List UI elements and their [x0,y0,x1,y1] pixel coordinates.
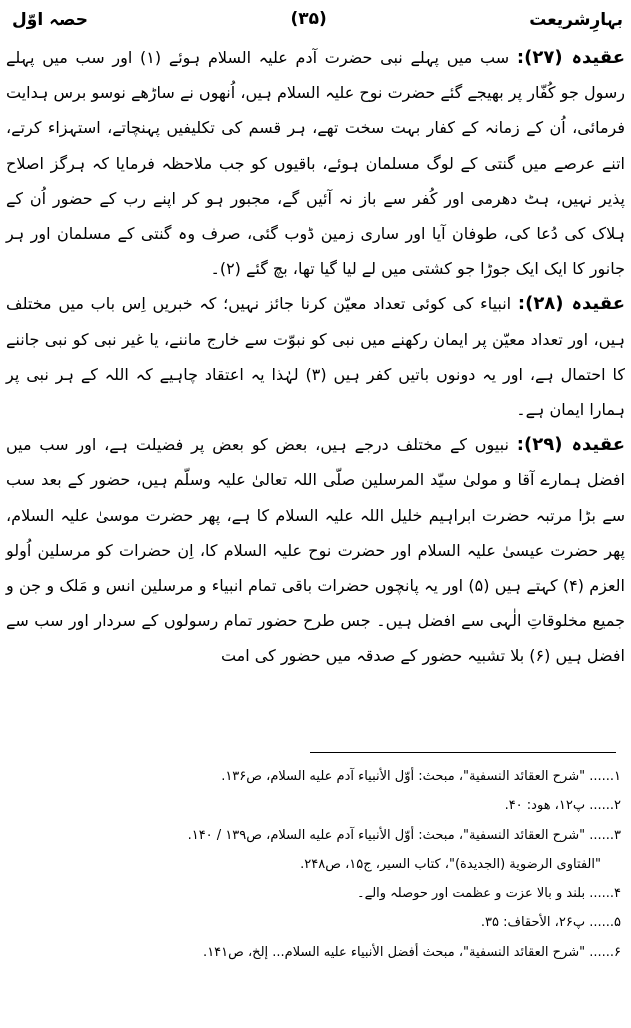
aqeedah-label: عقیدہ (۲۹): [516,434,625,456]
footnote-5: ۵...... پ۲۶، الأحقاف: ۳۵. [480,915,621,931]
footnotes [8,762,621,967]
book-title: بہارِشریعت [529,9,623,30]
paragraph-text: سب میں پہلے نبی حضرت آدم علیہ السلام ہوئے (۱) اور سب میں پہلے رسول جو کُفّار پر بھیجے گئے حضرت نوح علیہ السلام ہیں، اُنھوں نے ساڑھے نوسو برس ہدایت فرمائی، اُن کے زمانہ کے کفار بہت سخت تھے، ہر قسم کی تکلیفیں پہنچاتے، استہزاء کرتے، اتنے عرصے میں گنتی کے لوگ مسلمان ہوئے، باقیوں کو جب ملاحظہ فرمایا کہ ہرگز اصلاح پذیر نہیں، ہٹ دھرمی اور کُفر سے باز نہ آئیں گے، مجبور ہو کر اپنے رب کے حضور اُن کے ہلاک کی دُعا کی، طوفان آیا اور ساری زمین ڈوب گئی، صرف وہ گنتی کے مسلمان اور ہر جانور کا ایک ایک جوڑا جو کشتی میں لے لیا گیا تھا، بچ گئے (۲)۔ [6,48,625,279]
paragraph-aqeedah-28 [6,286,625,427]
page-header [12,4,623,34]
footnote-4: ۴...... بلند و بالا عزت و عظمت اور حوصلہ والے۔ [356,886,621,902]
main-text [6,40,625,674]
footnote-3: ۳...... "شرح العقائد النسفية"، مبحث: أوّل الأنبياء آدم عليه السلام، ص۱۳۹ / ۱۴۰. [187,827,621,843]
paragraph-text: نبیوں کے مختلف درجے ہیں، بعض کو بعض پر فضیلت ہے، اور سب میں افضل ہمارے آقا و مولیٰ سیّد المرسلین صلّی اللہ تعالیٰ علیہ وسلّم ہیں، حضور کے بعد سب سے بڑا مرتبہ حضرت ابراہیم خلیل اللہ علیہ السلام کا ہے، پھر حضرت موسیٰ علیہ السلام، پھر حضرت عیسیٰ علیہ السلام اور حضرت نوح علیہ السلام کا، اِن حضرات کو مرسلین اُولو العزم (۴) کہتے ہیں (۵) اور یہ پانچوں حضرات باقی تمام انبیاء و مرسلین انس و مَلک و جن و جمیع مخلوقاتِ الٰہی سے افضل ہیں۔ جس طرح حضور تمام رسولوں کے سردار اور سب سے افضل ہیں (۶) بلا تشبیہ حضور کے صدقہ میں حضور کی امت [6,435,625,666]
paragraph-aqeedah-27 [6,40,625,286]
footnote-6: ۶...... "شرح العقائد النسفية"، مبحث أفضل الأنبياء عليه السلام... إلخ، ص۱۴۱. [203,944,621,960]
footnote-divider [310,752,616,753]
paragraph-text: انبیاء کی کوئی تعداد معیّن کرنا جائز نہیں؛ کہ خبریں اِس باب میں مختلف ہیں، اور تعداد معیّن پر ایمان رکھنے میں نبی کو نبوّت سے خارج ماننے، یا غیر نبی کو نبی جاننے کا احتمال ہے، اور یہ دونوں باتیں کفر ہیں (۳) لہٰذا یہ اعتقاد چاہیے کہ اللہ کے ہر نبی پر ہمارا ایمان ہے۔ [6,294,626,420]
page-number: (۳۵) [290,9,327,29]
aqeedah-label: عقیدہ (۲۸): [517,293,625,315]
part-label: حصہ اوّل [12,9,89,30]
paragraph-aqeedah-29 [6,427,625,673]
aqeedah-label: عقیدہ (۲۷): [516,47,625,68]
footnote-3-continued: "الفتاوى الرضوية (الجديدة)"، كتاب السير، ج۱۵، ص۲۴۸. [300,856,601,872]
footnote-2: ۲...... پ۱۲، هود: ۴۰. [504,798,621,814]
footnote-1: ۱...... "شرح العقائد النسفية"، مبحث: أوّل الأنبياء آدم عليه السلام، ص۱۳۶. [221,769,621,784]
